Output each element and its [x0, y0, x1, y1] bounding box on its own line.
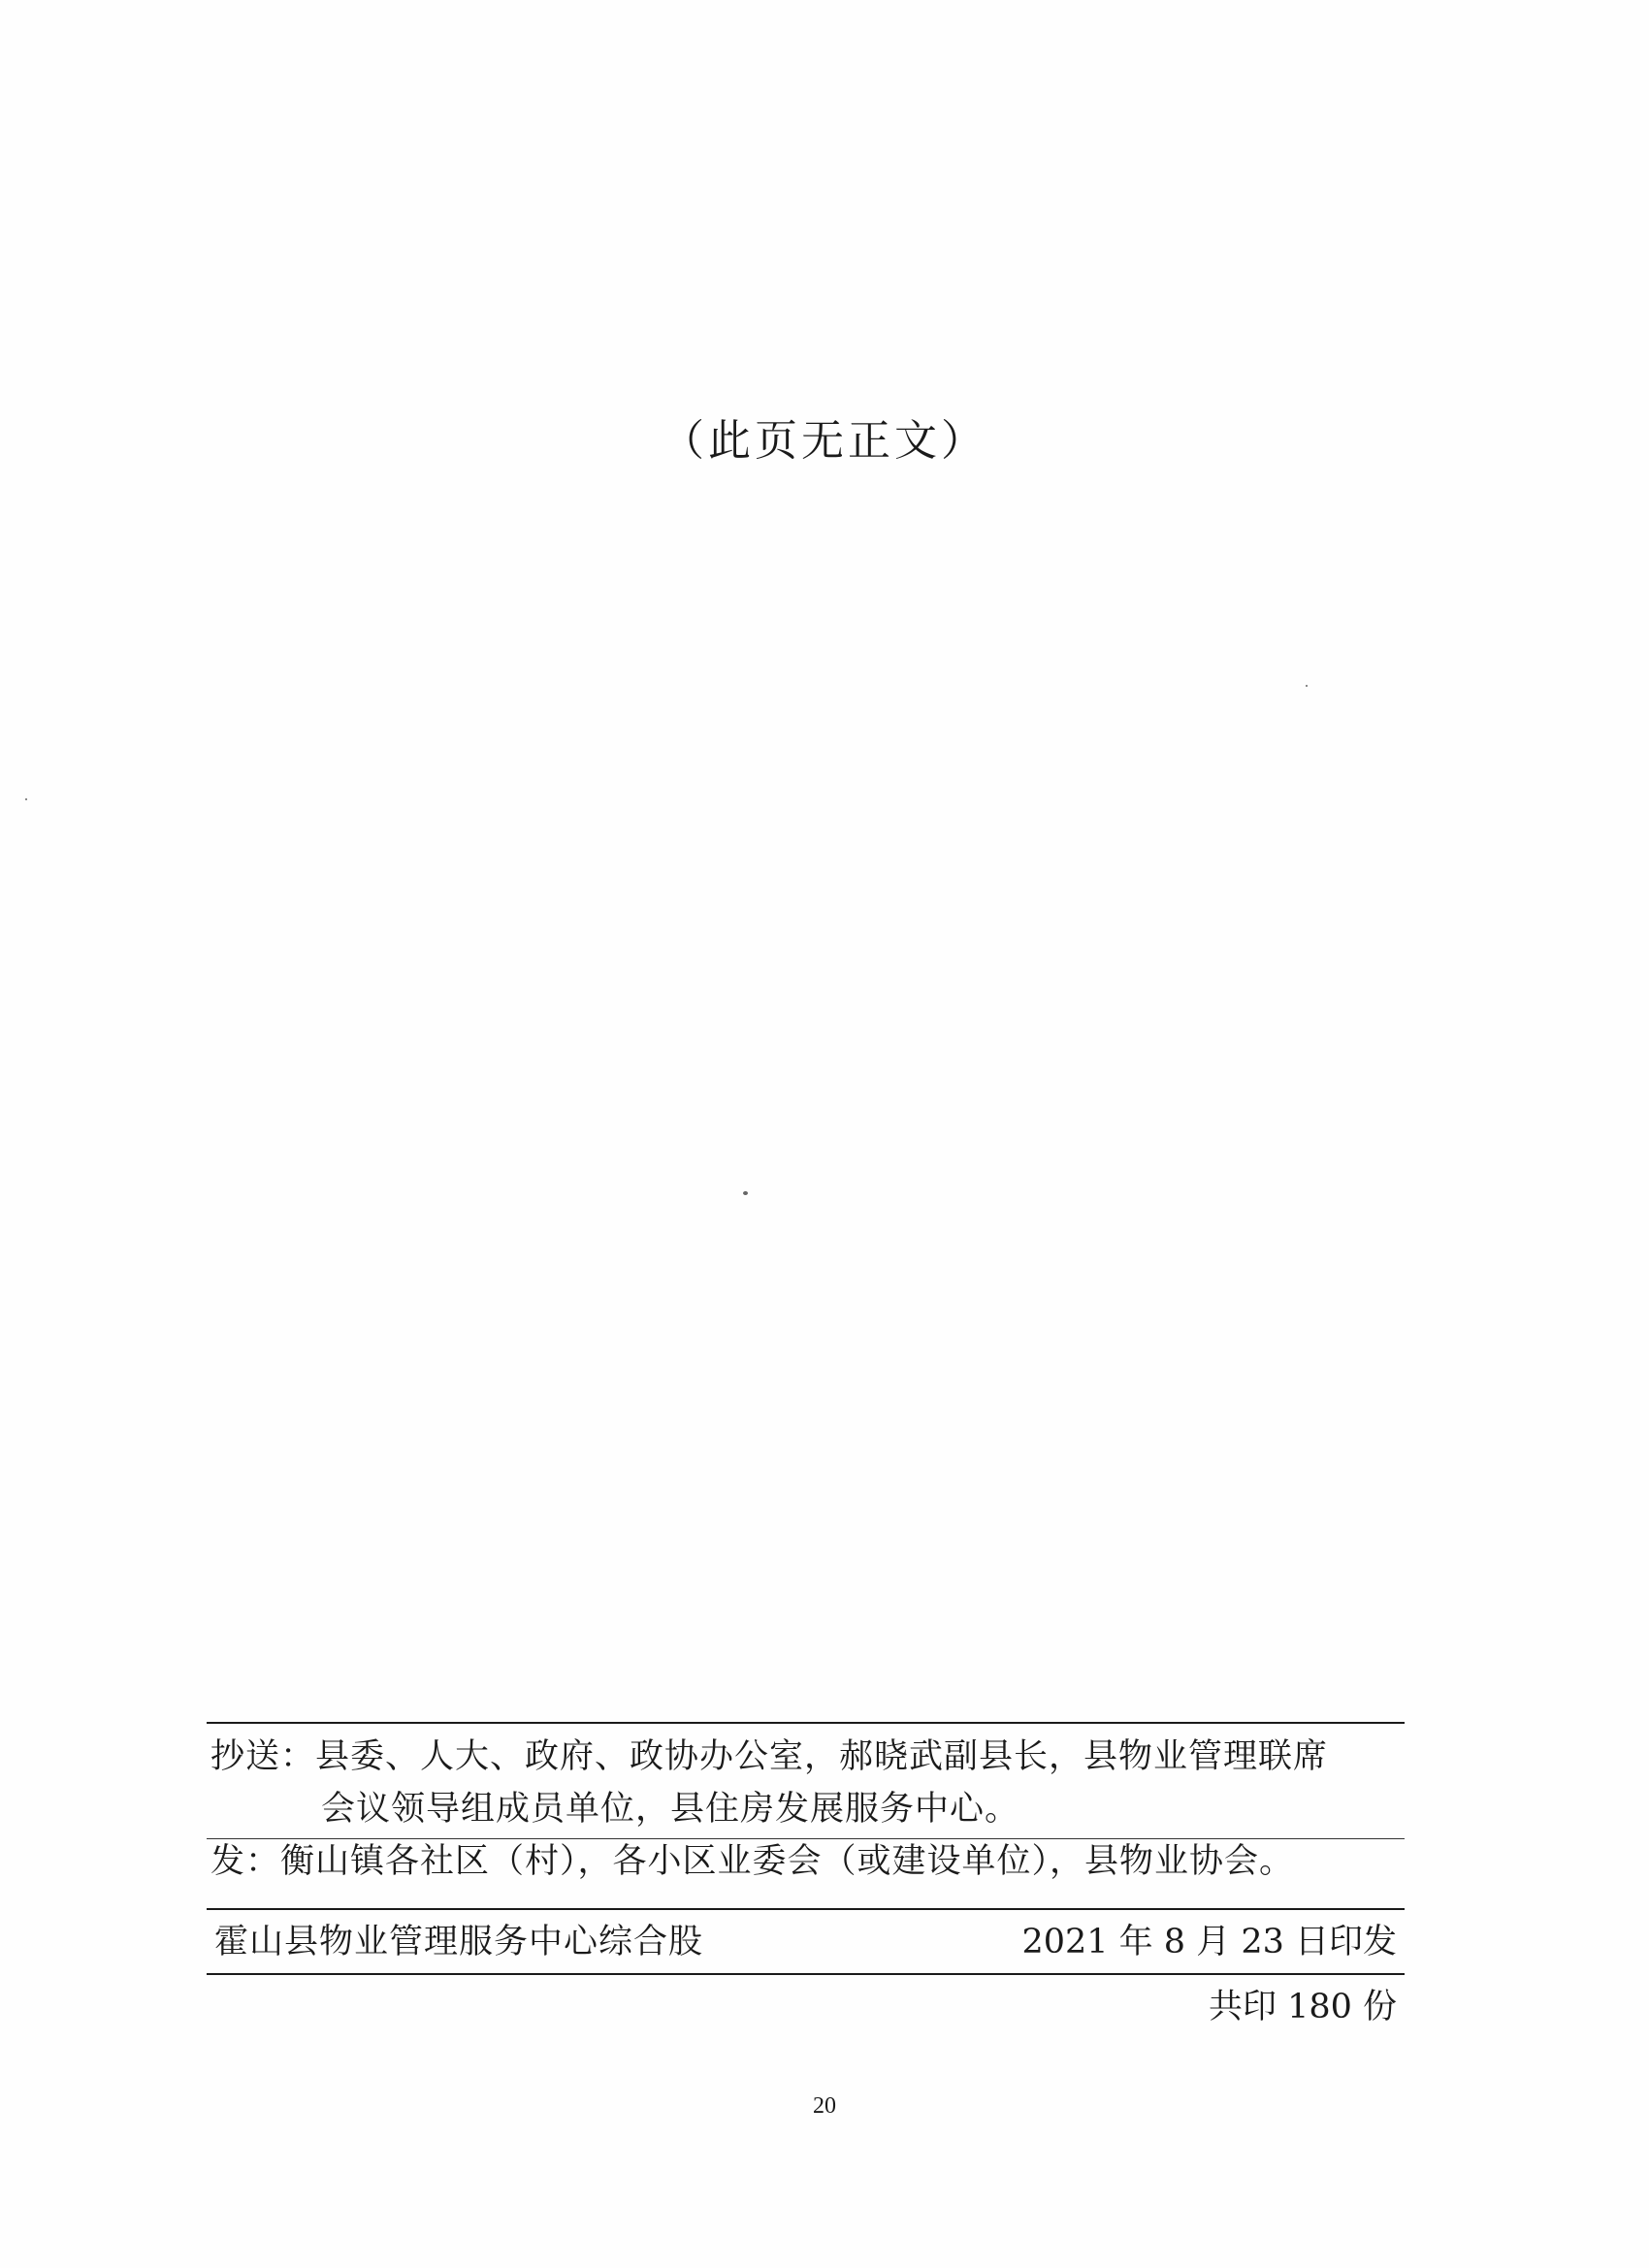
cc-line-2: 会议领导组成员单位，县住房发展服务中心。 [321, 1790, 1020, 1829]
scan-speck [743, 1191, 748, 1195]
top-rule [207, 1722, 1405, 1724]
copies-count: 共印 180 份 [1208, 1988, 1397, 2026]
send-label: 发： [210, 1842, 281, 1881]
scan-speck [25, 798, 27, 800]
mid-rule [207, 1838, 1405, 1839]
send-line [210, 1840, 1294, 1883]
imprint-top-rule [207, 1908, 1405, 1910]
imprint-bottom-rule [207, 1973, 1405, 1975]
no-body-note: （此页无正文） [662, 416, 987, 466]
cc-label: 抄送： [210, 1737, 316, 1776]
cc-line-1 [210, 1735, 1328, 1778]
issuer: 霍山县物业管理服务中心综合股 [214, 1923, 704, 1961]
page-number: 20 [813, 2093, 836, 2119]
cc-recipients-1: 县委、人大、政府、政协办公室，郝晓武副县长，县物业管理联席 [315, 1737, 1329, 1776]
scan-speck [1306, 685, 1308, 687]
issue-date: 2021 年 8 月 23 日印发 [1021, 1923, 1397, 1961]
send-recipients: 衡山镇各社区（村），各小区业委会（或建设单位），县物业协会。 [280, 1842, 1295, 1881]
